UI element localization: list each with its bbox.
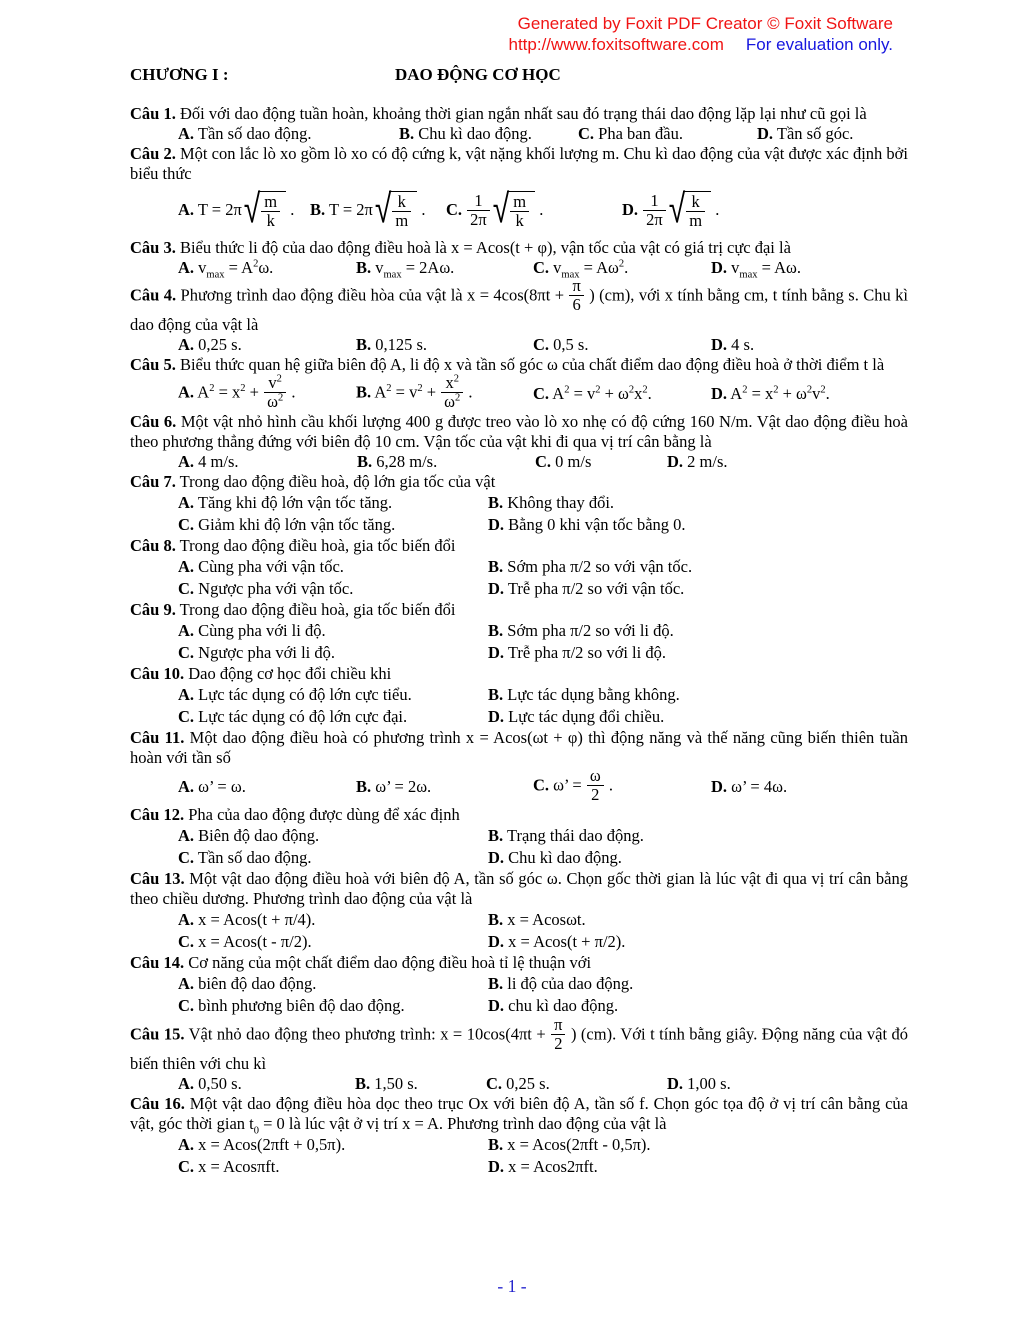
question-2 (130, 144, 908, 234)
question-label: Câu 3. (130, 238, 176, 257)
option-B: B. ω’ = 2ω. (356, 776, 432, 796)
answer-options (178, 335, 908, 355)
answer-options (178, 825, 908, 869)
fraction: $\frac{v^2}{\omega^2}$ (264, 374, 286, 411)
option-A: A. Cùng pha với li độ. (178, 621, 326, 640)
option-letter: C. (533, 383, 550, 403)
option-letter: A. (178, 1074, 195, 1093)
option-letter: D. (711, 776, 728, 796)
question-label: Câu 14. (130, 953, 185, 972)
question-stem: Câu 4. Phương trình dao động điều hòa của vật là x = 4cos(8πt + $\frac{\pi}{6}$ ) (cm), với x tính bằng cm, t tính bằng s. Chu kì dao động của vật là (130, 276, 908, 334)
option-C: C. $v_{max} = A\omega^2$. (533, 258, 629, 281)
question-stem: Câu 8. Trong dao động điều hoà, gia tốc biến đổi (130, 536, 456, 555)
option-letter: D. (667, 1074, 684, 1093)
option-A: A. 0,25 s. (178, 335, 242, 354)
question-stem: Câu 9. Trong dao động điều hoà, gia tốc biến đổi (130, 600, 456, 619)
option-letter: B. (488, 685, 504, 704)
option-D: D. 2 m/s. (667, 452, 728, 471)
option-B: B. li độ của dao động. (488, 974, 634, 993)
option-letter: C. (178, 707, 195, 726)
question-stem: Câu 15. Vật nhỏ dao động theo phương trình: x = 10cos(4πt + $\frac{\pi}{2}$ ) (cm). Với t tính bằng giây. Động năng của vật đó biến thiên với chu kì (130, 1015, 909, 1073)
option-letter: A. (178, 335, 195, 354)
question-12 (130, 805, 908, 869)
option-D: D. $\frac{1}{2\pi}$ √ $\frac{k}{m}$ . (622, 186, 720, 234)
question-10 (130, 664, 908, 728)
option-C: C. x = Acos(t - π/2). (178, 932, 312, 951)
option-C: C. 0,5 s. (533, 335, 589, 354)
question-label: Câu 13. (130, 869, 185, 888)
option-B: B. Lực tác dụng bằng không. (488, 685, 680, 704)
question-stem: Câu 14. Cơ năng của một chất điểm dao động điều hoà tỉ lệ thuận với (130, 953, 592, 972)
question-14 (130, 953, 908, 1017)
questions (130, 104, 908, 1178)
question-13 (130, 869, 908, 953)
option-A: A. Cùng pha với vận tốc. (178, 557, 344, 576)
option-letter: D. (488, 1157, 505, 1176)
question-15 (130, 1017, 908, 1094)
option-letter: D. (757, 124, 774, 143)
option-C: C. $A^2 = v^2 + \omega^2x^2$. (533, 383, 652, 403)
option-C: C. Pha ban đầu. (578, 124, 683, 143)
option-letter: A. (178, 382, 195, 402)
fraction: $\frac{k}{m}$ (686, 193, 705, 230)
option-A: A. x = Acos(2πft + 0,5π). (178, 1135, 346, 1154)
option-C: C. ω’ = $\frac{\omega}{2}$ . (533, 766, 613, 804)
answer-options (178, 1134, 908, 1178)
option-letter: A. (178, 826, 195, 845)
question-stem: Câu 2. Một con lắc lò xo gồm lò xo có độ cứng k, vật nặng khối lượng m. Chu kì dao động của vật được xác định bởi biểu thức (130, 144, 908, 183)
option-letter: C. (178, 579, 195, 598)
option-D: D. x = Acos(t + π/2). (488, 932, 626, 951)
question-stem: Câu 5. Biểu thức quan hệ giữa biên độ A, li độ x và tần số góc ω của chất điểm dao động điều hoà ở thời điểm t là (130, 355, 885, 374)
option-C: C. x = Acosπft. (178, 1157, 280, 1176)
option-B: B. x = Acosωt. (488, 910, 586, 929)
option-letter: C. (178, 996, 195, 1015)
option-B: B. Chu kì dao động. (399, 124, 532, 143)
option-letter: D. (622, 199, 639, 219)
answer-options (178, 909, 908, 953)
question-label: Câu 4. (130, 285, 177, 305)
question-stem: Câu 10. Dao động cơ học đổi chiều khi (130, 664, 392, 683)
option-letter: C. (486, 1074, 503, 1093)
answer-options (178, 186, 908, 234)
option-letter: C. (178, 643, 195, 662)
question-label: Câu 5. (130, 355, 176, 374)
option-C: C. $\frac{1}{2\pi}$ √ $\frac{m}{k}$ . (446, 186, 544, 234)
option-letter: D. (711, 383, 728, 403)
option-letter: D. (488, 643, 505, 662)
option-letter: B. (488, 826, 504, 845)
answer-options (178, 973, 908, 1017)
question-label: Câu 11. (130, 728, 185, 747)
question-label: Câu 16. (130, 1094, 185, 1113)
fraction: $\frac{m}{k}$ (510, 193, 529, 230)
fraction: $\frac{\omega}{2}$ (587, 767, 604, 804)
option-A: A. biên độ dao động. (178, 974, 317, 993)
option-letter: B. (357, 452, 373, 471)
option-letter: A. (178, 493, 195, 512)
answer-options (178, 620, 908, 664)
question-label: Câu 7. (130, 472, 176, 491)
option-letter: C. (178, 1157, 195, 1176)
option-letter: C. (533, 258, 550, 277)
option-D: D. ω’ = 4ω. (711, 776, 788, 796)
question-stem: Câu 1. Đối với dao động tuần hoàn, khoảng thời gian ngắn nhất sau đó trạng thái dao động lặp lại như cũ gọi là (130, 104, 867, 123)
option-letter: A. (178, 910, 195, 929)
option-letter: B. (399, 124, 415, 143)
fraction: $\frac{1}{2\pi}$ (643, 192, 666, 229)
question-label: Câu 9. (130, 600, 176, 619)
option-D: D. Chu kì dao động. (488, 848, 622, 867)
answer-options (178, 375, 908, 412)
option-D: D. Bằng 0 khi vận tốc bằng 0. (488, 515, 686, 534)
question-3 (130, 238, 908, 281)
answer-options (178, 492, 908, 536)
question-7 (130, 472, 908, 536)
option-letter: C. (533, 775, 550, 795)
question-stem: Câu 13. Một vật dao động điều hoà với biên độ A, tần số góc ω. Chọn gốc thời gian là lúc vật đi qua vị trí cân bằng theo chiều dương. Phương trình dao động của vật là (130, 869, 909, 908)
option-C: C. Tần số dao động. (178, 848, 312, 867)
option-letter: A. (178, 685, 195, 704)
option-D: D. 1,00 s. (667, 1074, 731, 1093)
question-5 (130, 355, 908, 412)
option-C: C. Ngược pha với li độ. (178, 643, 336, 662)
page-content (130, 62, 908, 1178)
fraction: $\frac{1}{2\pi}$ (467, 192, 490, 229)
option-letter: A. (178, 1135, 195, 1154)
option-D: D. x = Acos2πft. (488, 1157, 598, 1176)
question-label: Câu 15. (130, 1024, 185, 1044)
option-C: C. bình phương biên độ dao động. (178, 996, 405, 1015)
option-letter: C. (535, 452, 552, 471)
option-D: D. Trễ pha π/2 so với vận tốc. (488, 579, 685, 598)
square-root: √ $\frac{k}{m}$ (375, 191, 417, 231)
option-A: A. T = 2π √ $\frac{m}{k}$ . (178, 186, 295, 234)
option-B: B. Trạng thái dao động. (488, 826, 644, 845)
watermark-line2 (508, 34, 893, 55)
answer-options (178, 124, 908, 144)
option-B: B. Không thay đổi. (488, 493, 615, 512)
option-A: A. 4 m/s. (178, 452, 239, 471)
fraction: $\frac{m}{k}$ (261, 193, 280, 230)
question-label: Câu 2. (130, 144, 176, 163)
option-letter: B. (310, 199, 326, 219)
option-letter: A. (178, 621, 195, 640)
option-A: A. Tăng khi độ lớn vận tốc tăng. (178, 493, 393, 512)
option-letter: D. (488, 579, 505, 598)
option-B: B. 6,28 m/s. (357, 452, 438, 471)
option-letter: D. (667, 452, 684, 471)
option-C: C. Ngược pha với vận tốc. (178, 579, 354, 598)
answer-options (178, 556, 908, 600)
option-letter: A. (178, 974, 195, 993)
question-4 (130, 278, 908, 355)
fraction: $\frac{\pi}{2}$ (551, 1016, 565, 1053)
square-root: √ $\frac{m}{k}$ (493, 191, 535, 231)
option-A: A. 0,50 s. (178, 1074, 242, 1093)
option-letter: D. (711, 258, 728, 277)
question-stem: Câu 3. Biểu thức li độ của dao động điều hoà là x = Acos(t + φ), vận tốc của vật có giá trị cực đại là (130, 238, 791, 257)
question-stem: Câu 16. Một vật dao động điều hòa dọc theo trục Ox với biên độ A, tần số f. Chọn góc tọa độ ở vị trí cân bằng của vật, góc thời gian $t_0 = 0$ là lúc vật ở vị trí x = A. Phương trình dao động của vật là (130, 1094, 909, 1137)
square-root: √ $\frac{k}{m}$ (669, 191, 711, 231)
question-stem: Câu 6. Một vật nhỏ hình cầu khối lượng 400 g được treo vào lò xo nhẹ có độ cứng 160 N/m. Vật dao động điều hoà theo phương thẳng đứng với biên độ 10 cm. Vận tốc của vật khi đi qua vị trí cân bằng là (130, 412, 908, 451)
option-letter: B. (356, 776, 372, 796)
option-letter: D. (488, 996, 505, 1015)
option-letter: A. (178, 452, 195, 471)
option-D: D. 4 s. (711, 335, 755, 354)
answer-options (178, 684, 908, 728)
fraction: $\frac{\pi}{6}$ (569, 277, 583, 314)
answer-options (178, 1074, 908, 1094)
option-B: B. Sớm pha π/2 so với li độ. (488, 621, 674, 640)
question-label: Câu 12. (130, 805, 185, 824)
option-letter: C. (578, 124, 595, 143)
option-letter: B. (488, 557, 504, 576)
option-C: C. Lực tác dụng có độ lớn cực đại. (178, 707, 408, 726)
option-C: C. 0 m/s (535, 452, 592, 471)
option-B: B. x = Acos(2πft - 0,5π). (488, 1135, 651, 1154)
fraction: $\frac{x^2}{\omega^2}$ (441, 374, 463, 411)
option-A: A. Tần số dao động. (178, 124, 312, 143)
answer-options (178, 258, 908, 281)
option-D: D. Trễ pha π/2 so với li độ. (488, 643, 666, 662)
option-B: B. 1,50 s. (355, 1074, 418, 1093)
option-letter: B. (488, 910, 504, 929)
chapter-label: CHƯƠNG I : (130, 65, 229, 84)
foxit-watermark (508, 13, 893, 55)
option-D: D. $v_{max} = A\omega$. (711, 258, 802, 281)
question-label: Câu 10. (130, 664, 185, 683)
option-A: A. Lực tác dụng có độ lớn cực tiểu. (178, 685, 412, 704)
option-B: B. $A^2 = v^2$ + $\frac{x^2}{\omega^2}$ . (356, 373, 473, 411)
page-number: - 1 - (497, 1276, 527, 1296)
option-A: A. $v_{max} = A^2\omega$. (178, 258, 274, 281)
option-letter: D. (711, 335, 728, 354)
option-D: D. chu kì dao động. (488, 996, 619, 1015)
question-stem: Câu 12. Pha của dao động được dùng để xác định (130, 805, 460, 824)
option-letter: A. (178, 124, 195, 143)
watermark-note: For evaluation only. (745, 35, 893, 54)
option-letter: C. (178, 515, 195, 534)
question-16 (130, 1094, 908, 1178)
question-stem: Câu 7. Trong dao động điều hoà, độ lớn gia tốc của vật (130, 472, 496, 491)
option-D: D. $A^2 = x^2 + \omega^2v^2$. (711, 383, 830, 403)
question-label: Câu 8. (130, 536, 176, 555)
option-B: B. $v_{max} = 2A\omega$. (356, 258, 455, 281)
question-1 (130, 104, 908, 144)
answer-options (178, 452, 908, 472)
option-letter: B. (488, 1135, 504, 1154)
option-letter: B. (356, 258, 372, 277)
option-letter: D. (488, 848, 505, 867)
option-letter: B. (488, 974, 504, 993)
chapter-title: DAO ĐỘNG CƠ HỌC (395, 65, 561, 84)
question-label: Câu 6. (130, 412, 177, 431)
watermark-url: http://www.foxitsoftware.com (508, 35, 724, 54)
answer-options (178, 768, 908, 805)
option-C: C. 0,25 s. (486, 1074, 550, 1093)
option-C: C. Giảm khi độ lớn vận tốc tăng. (178, 515, 396, 534)
square-root: √ $\frac{m}{k}$ (244, 191, 286, 231)
option-letter: B. (488, 621, 504, 640)
option-letter: C. (178, 932, 195, 951)
option-A: A. x = Acos(t + π/4). (178, 910, 316, 929)
option-D: D. Tần số góc. (757, 124, 854, 143)
option-B: B. 0,125 s. (356, 335, 428, 354)
chapter-heading (130, 64, 908, 86)
option-letter: C. (446, 199, 463, 219)
option-A: A. Biên độ dao động. (178, 826, 320, 845)
option-letter: D. (488, 707, 505, 726)
question-stem: Câu 11. Một dao động điều hoà có phương trình x = Acos(ωt + φ) thì động năng và thế năng cũng biến thiên tuần hoàn với tần số (130, 728, 908, 767)
question-9 (130, 600, 908, 664)
option-B: B. T = 2π √ $\frac{k}{m}$ . (310, 186, 426, 234)
option-B: B. Sớm pha π/2 so với vận tốc. (488, 557, 693, 576)
option-letter: A. (178, 258, 195, 277)
option-letter: D. (488, 515, 505, 534)
option-letter: B. (356, 335, 372, 354)
option-letter: C. (533, 335, 550, 354)
option-letter: A. (178, 776, 195, 796)
question-8 (130, 536, 908, 600)
option-letter: C. (178, 848, 195, 867)
question-label: Câu 1. (130, 104, 176, 123)
fraction: $\frac{k}{m}$ (392, 193, 411, 230)
option-letter: B. (355, 1074, 371, 1093)
option-A: A. $A^2 = x^2$ + $\frac{v^2}{\omega^2}$ . (178, 373, 296, 411)
watermark-line1: Generated by Foxit PDF Creator © Foxit Software (517, 14, 893, 33)
option-letter: D. (488, 932, 505, 951)
option-letter: B. (356, 382, 372, 402)
option-A: A. ω’ = ω. (178, 776, 246, 796)
question-11 (130, 728, 908, 805)
option-D: D. Lực tác dụng đổi chiều. (488, 707, 665, 726)
option-letter: A. (178, 557, 195, 576)
option-letter: B. (488, 493, 504, 512)
option-letter: A. (178, 199, 195, 219)
question-6 (130, 412, 908, 472)
